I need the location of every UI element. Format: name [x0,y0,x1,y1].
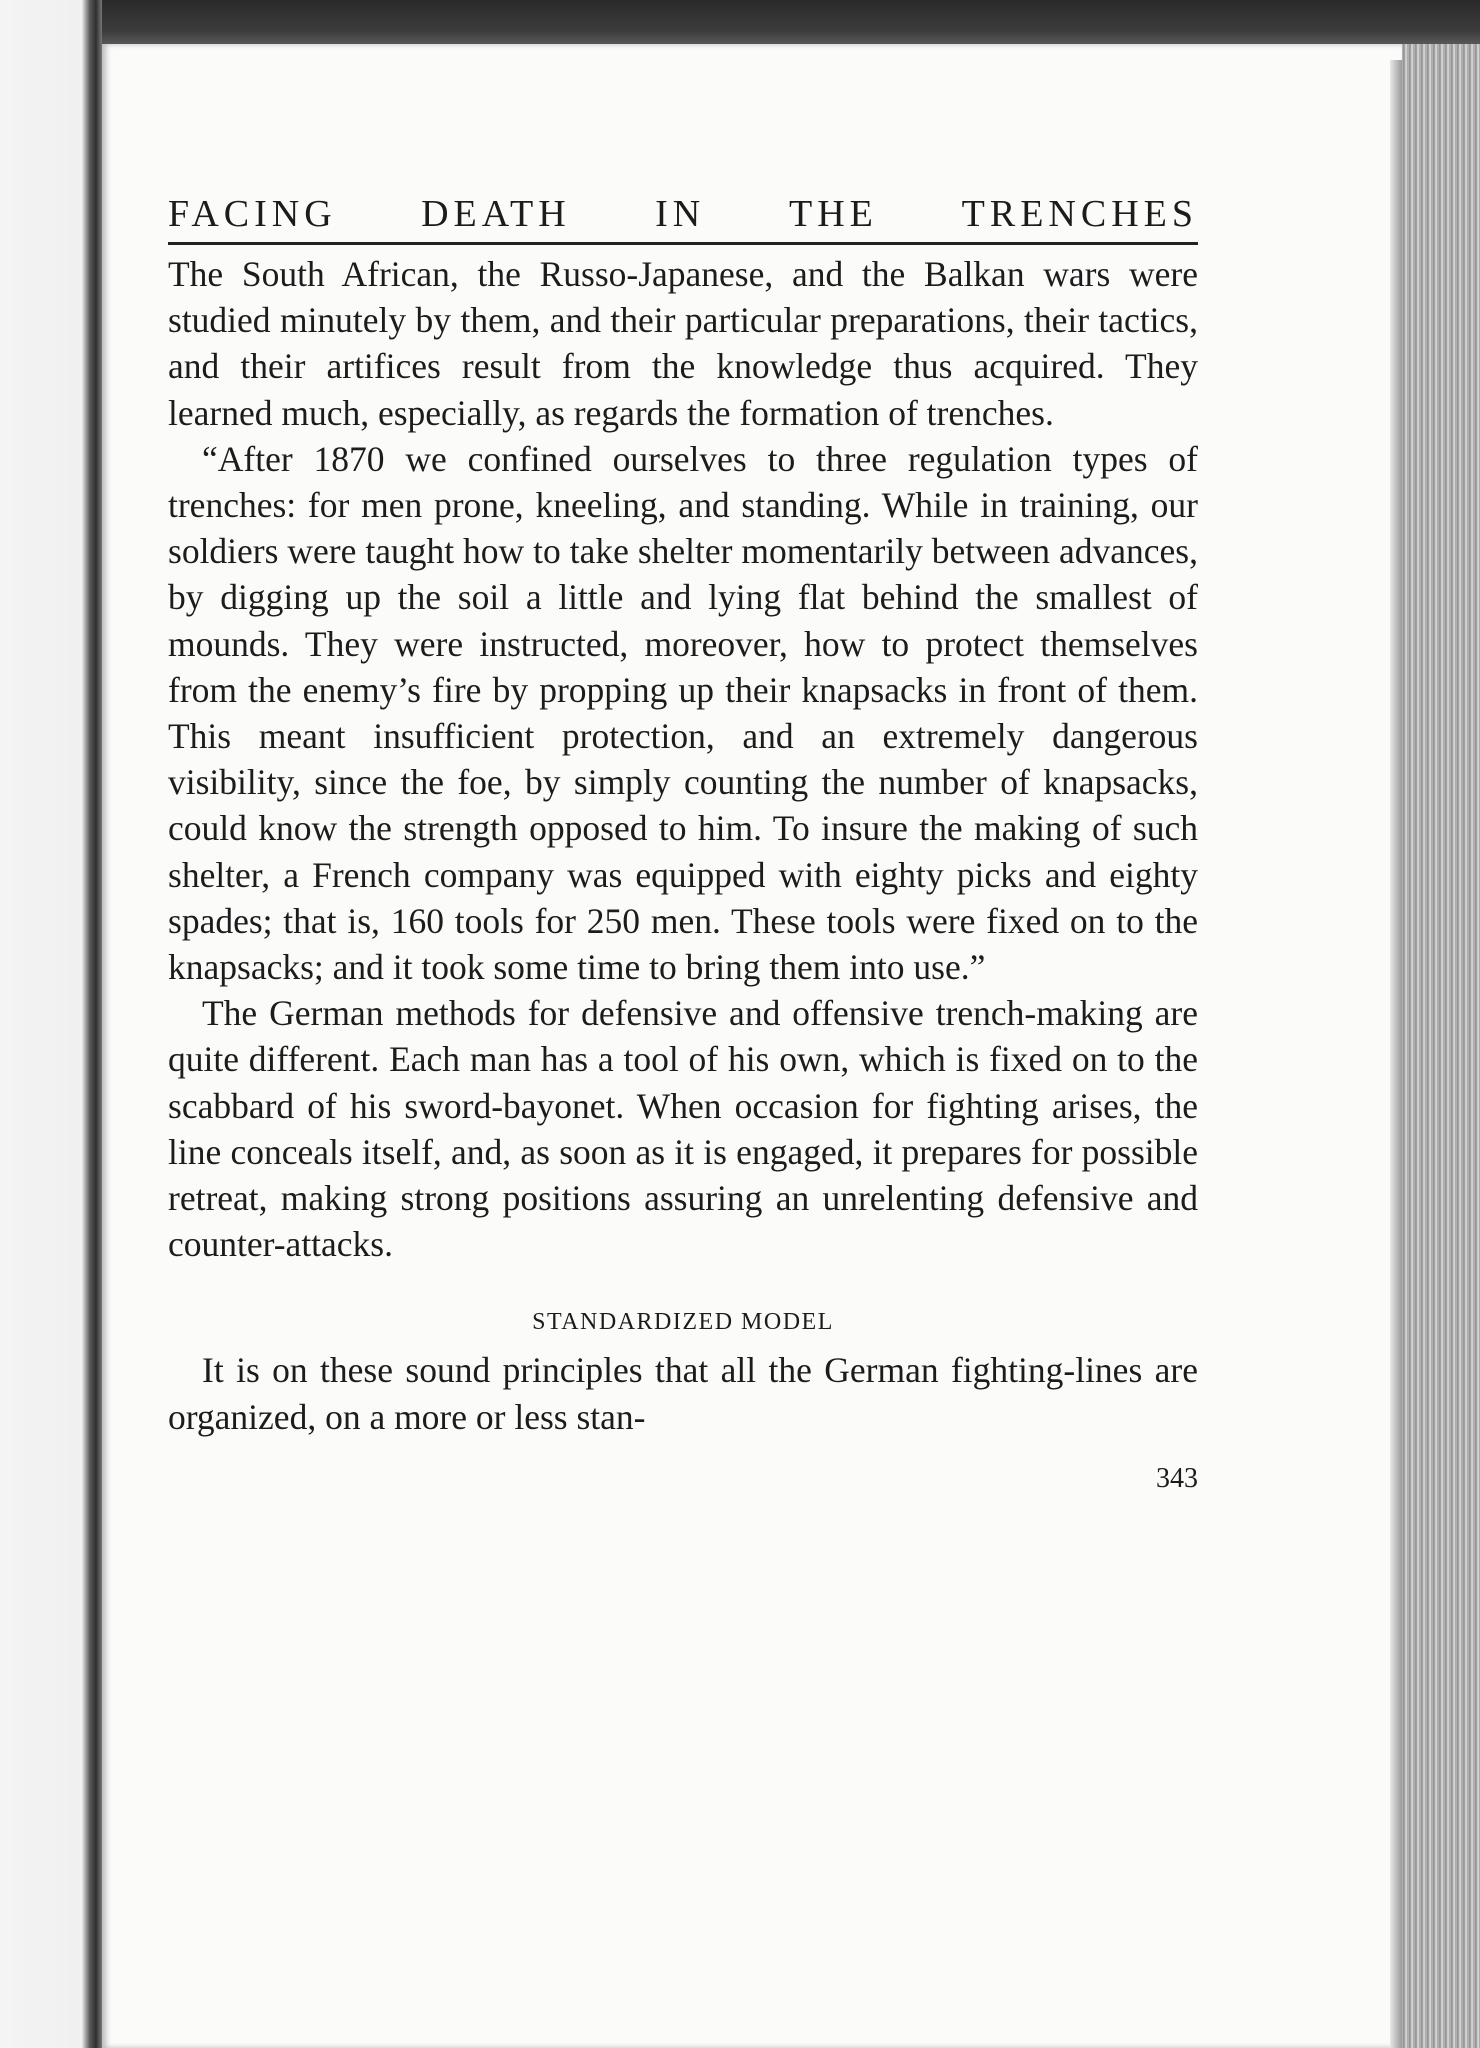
header-rule [168,242,1198,245]
page-edge-shadow [1390,60,1402,2048]
page-number: 343 [1156,1462,1198,1494]
paragraph-1: The South African, the Russo-Japanese, and the Balkan wars were studied minutely by them, and their particular preparations, their tactics, and their artifices result from the knowledge thus acquired. They learned much, especially, as regards the formation of trenches. [168,254,1198,433]
paragraph-4: It is on these sound principles that all the German fighting-lines are organized, on a more or less stan- [168,1350,1198,1437]
paragraph-3: The German methods for defensive and offensive trench-making are quite different. Each man has a tool of his own, which is fixed on to the scabbard of his sword-bayonet. When occasion for fighting arises, the line conceals itself, and, as soon as it is engaged, it prepares for possible retreat, making strong positions assuring an unrelenting defensive and counter-attacks. [168,993,1198,1265]
book-gutter [0,0,102,2048]
running-head-title: FACING DEATH IN THE TRENCHES [168,193,1198,235]
page-text-block [168,190,1198,1496]
page-edges-stack [1402,44,1480,2048]
paragraph-2-quote: “After 1870 we confined ourselves to three regulation types of trenches: for men prone, kneeling, and standing. While in training, our soldiers were taught how to take shelter momentarily between advances, by digging up the soil a little and lying flat behind the smallest of mounds. They were instructed, moreover, how to protect themselves from the enemy’s fire by propping up their knapsacks in front of them. This meant insufficient protection, and an extremely dangerous visibility, since the foe, by simply counting the number of knapsacks, could know the strength opposed to him. To insure the making of such shelter, a French company was equipped with eighty picks and eighty spades; that is, 160 tools for 250 men. These tools were fixed on to the knapsacks; and it took some time to bring them into use.” [168,438,1198,988]
section-heading: STANDARDIZED MODEL [532,1309,834,1336]
